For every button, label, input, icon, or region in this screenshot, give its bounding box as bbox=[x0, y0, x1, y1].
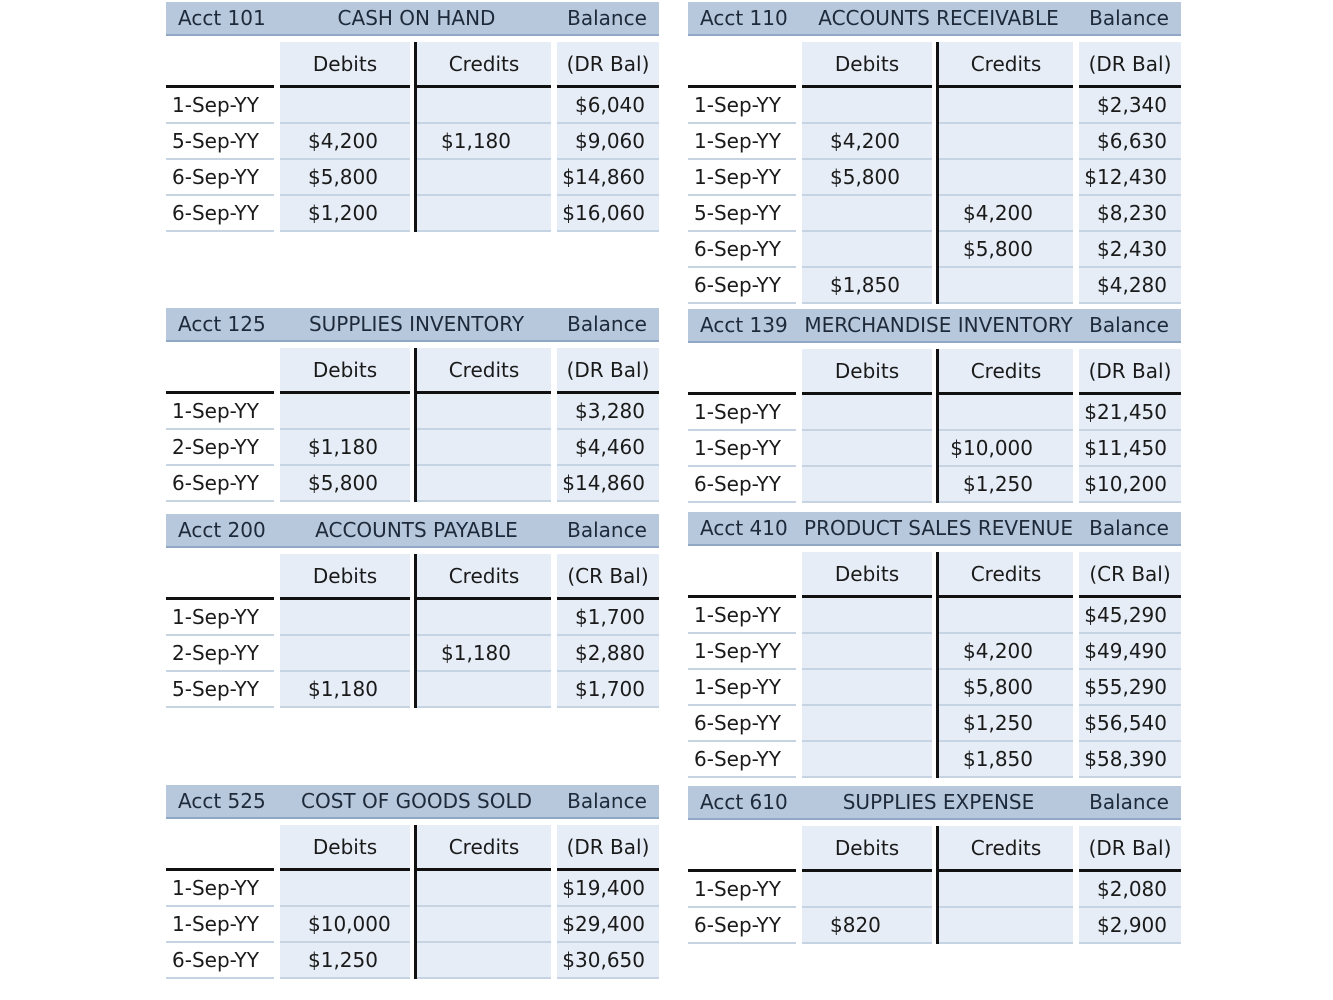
account-number: Acct 101 bbox=[178, 6, 266, 30]
debit-amount: $1,850 bbox=[802, 268, 932, 304]
running-balance: $9,060 bbox=[557, 124, 659, 160]
credit-amount bbox=[417, 943, 551, 979]
table-row bbox=[688, 268, 1181, 304]
debit-amount bbox=[802, 431, 932, 467]
entry-date: 1-Sep-YY bbox=[688, 634, 796, 670]
debits-header: Debits bbox=[802, 552, 932, 598]
running-balance: $14,860 bbox=[557, 466, 659, 502]
entry-date: 6-Sep-YY bbox=[166, 160, 274, 196]
balance-type-header: (CR Bal) bbox=[557, 554, 659, 600]
account-number: Acct 110 bbox=[700, 6, 788, 30]
date-column-header bbox=[166, 348, 274, 394]
running-balance: $30,650 bbox=[557, 943, 659, 979]
date-column-header bbox=[166, 42, 274, 88]
entry-date: 5-Sep-YY bbox=[688, 196, 796, 232]
ledger-header bbox=[166, 308, 659, 342]
table-row bbox=[166, 430, 659, 466]
account-name: PRODUCT SALES REVENUE bbox=[804, 516, 1073, 540]
debit-amount bbox=[802, 467, 932, 503]
date-column-header bbox=[688, 42, 796, 88]
table-row bbox=[688, 872, 1181, 908]
debit-amount bbox=[802, 670, 932, 706]
entry-date: 6-Sep-YY bbox=[688, 742, 796, 778]
credit-amount: $1,180 bbox=[417, 636, 551, 672]
ledger-header bbox=[688, 2, 1181, 36]
date-column-header bbox=[688, 826, 796, 872]
ledger-rows bbox=[688, 395, 1181, 503]
credit-amount bbox=[939, 395, 1073, 431]
ledger-header bbox=[166, 2, 659, 36]
debits-header: Debits bbox=[280, 554, 410, 600]
entry-date: 1-Sep-YY bbox=[688, 670, 796, 706]
ledger-3 bbox=[688, 309, 1181, 503]
entry-date: 6-Sep-YY bbox=[166, 466, 274, 502]
running-balance: $12,430 bbox=[1079, 160, 1181, 196]
table-row bbox=[166, 160, 659, 196]
ledger-header bbox=[688, 309, 1181, 343]
debit-amount bbox=[802, 634, 932, 670]
running-balance: $49,490 bbox=[1079, 634, 1181, 670]
balance-type-header: (DR Bal) bbox=[1079, 826, 1181, 872]
table-row bbox=[166, 943, 659, 979]
running-balance: $2,900 bbox=[1079, 908, 1181, 944]
credit-amount: $10,000 bbox=[939, 431, 1073, 467]
entry-date: 6-Sep-YY bbox=[166, 196, 274, 232]
ledger-4 bbox=[166, 514, 659, 708]
balance-heading: Balance bbox=[1089, 6, 1169, 30]
balance-heading: Balance bbox=[1089, 790, 1169, 814]
debit-amount: $1,250 bbox=[280, 943, 410, 979]
table-row bbox=[688, 88, 1181, 124]
entry-date: 6-Sep-YY bbox=[688, 467, 796, 503]
debit-amount: $10,000 bbox=[280, 907, 410, 943]
ledger-rows bbox=[688, 872, 1181, 944]
running-balance: $2,340 bbox=[1079, 88, 1181, 124]
running-balance: $14,860 bbox=[557, 160, 659, 196]
ledger-rows bbox=[166, 88, 659, 232]
entry-date: 2-Sep-YY bbox=[166, 636, 274, 672]
running-balance: $45,290 bbox=[1079, 598, 1181, 634]
running-balance: $8,230 bbox=[1079, 196, 1181, 232]
credit-amount bbox=[417, 871, 551, 907]
credit-amount: $5,800 bbox=[939, 670, 1073, 706]
balance-type-header: (CR Bal) bbox=[1079, 552, 1181, 598]
debit-amount: $1,180 bbox=[280, 672, 410, 708]
ledger-7 bbox=[688, 786, 1181, 944]
entry-date: 1-Sep-YY bbox=[688, 160, 796, 196]
account-number: Acct 139 bbox=[700, 313, 788, 337]
date-column-header bbox=[688, 552, 796, 598]
table-row bbox=[166, 88, 659, 124]
balance-heading: Balance bbox=[1089, 516, 1169, 540]
entry-date: 1-Sep-YY bbox=[688, 395, 796, 431]
debit-amount: $1,200 bbox=[280, 196, 410, 232]
ledger-2 bbox=[166, 308, 659, 502]
entry-date: 5-Sep-YY bbox=[166, 672, 274, 708]
debit-amount: $4,200 bbox=[802, 124, 932, 160]
column-headers bbox=[166, 42, 659, 88]
account-number: Acct 200 bbox=[178, 518, 266, 542]
credit-amount bbox=[417, 907, 551, 943]
balance-heading: Balance bbox=[567, 518, 647, 542]
account-number: Acct 525 bbox=[178, 789, 266, 813]
credits-header: Credits bbox=[417, 825, 551, 871]
account-name: CASH ON HAND bbox=[337, 6, 496, 30]
column-headers bbox=[688, 349, 1181, 395]
running-balance: $4,280 bbox=[1079, 268, 1181, 304]
credit-amount bbox=[939, 598, 1073, 634]
account-number: Acct 410 bbox=[700, 516, 788, 540]
debit-amount bbox=[280, 871, 410, 907]
debit-amount bbox=[802, 598, 932, 634]
debit-amount: $4,200 bbox=[280, 124, 410, 160]
account-number: Acct 125 bbox=[178, 312, 266, 336]
credits-header: Credits bbox=[939, 349, 1073, 395]
running-balance: $2,080 bbox=[1079, 872, 1181, 908]
entry-date: 1-Sep-YY bbox=[688, 872, 796, 908]
ledger-5 bbox=[688, 512, 1181, 778]
entry-date: 1-Sep-YY bbox=[688, 88, 796, 124]
debit-amount bbox=[280, 636, 410, 672]
table-row bbox=[166, 907, 659, 943]
debit-amount bbox=[802, 232, 932, 268]
table-row bbox=[688, 908, 1181, 944]
debit-amount: $5,800 bbox=[280, 160, 410, 196]
credit-amount bbox=[417, 88, 551, 124]
credit-amount bbox=[417, 394, 551, 430]
credit-amount bbox=[417, 600, 551, 636]
running-balance: $6,040 bbox=[557, 88, 659, 124]
running-balance: $2,430 bbox=[1079, 232, 1181, 268]
ledger-header bbox=[166, 785, 659, 819]
credits-header: Credits bbox=[939, 826, 1073, 872]
table-row bbox=[688, 467, 1181, 503]
credit-amount bbox=[417, 430, 551, 466]
entry-date: 5-Sep-YY bbox=[166, 124, 274, 160]
account-name: ACCOUNTS RECEIVABLE bbox=[818, 6, 1059, 30]
table-row bbox=[688, 196, 1181, 232]
credit-amount bbox=[939, 88, 1073, 124]
table-row bbox=[166, 196, 659, 232]
column-headers bbox=[166, 554, 659, 600]
entry-date: 1-Sep-YY bbox=[688, 431, 796, 467]
table-row bbox=[688, 742, 1181, 778]
ledger-0 bbox=[166, 2, 659, 232]
running-balance: $4,460 bbox=[557, 430, 659, 466]
ledger-rows bbox=[166, 394, 659, 502]
balance-type-header: (DR Bal) bbox=[1079, 42, 1181, 88]
running-balance: $56,540 bbox=[1079, 706, 1181, 742]
table-row bbox=[166, 871, 659, 907]
credit-amount: $1,850 bbox=[939, 742, 1073, 778]
running-balance: $10,200 bbox=[1079, 467, 1181, 503]
running-balance: $16,060 bbox=[557, 196, 659, 232]
credit-amount bbox=[939, 124, 1073, 160]
credit-amount: $1,250 bbox=[939, 467, 1073, 503]
balance-heading: Balance bbox=[1089, 313, 1169, 337]
entry-date: 1-Sep-YY bbox=[166, 88, 274, 124]
ledger-header bbox=[688, 512, 1181, 546]
balance-type-header: (DR Bal) bbox=[1079, 349, 1181, 395]
running-balance: $1,700 bbox=[557, 672, 659, 708]
account-name: COST OF GOODS SOLD bbox=[301, 789, 532, 813]
account-name: MERCHANDISE INVENTORY bbox=[804, 313, 1073, 337]
debits-header: Debits bbox=[280, 42, 410, 88]
table-row bbox=[688, 431, 1181, 467]
balance-type-header: (DR Bal) bbox=[557, 825, 659, 871]
ledger-6 bbox=[166, 785, 659, 979]
running-balance: $1,700 bbox=[557, 600, 659, 636]
debit-amount bbox=[802, 872, 932, 908]
table-row bbox=[688, 634, 1181, 670]
balance-heading: Balance bbox=[567, 6, 647, 30]
credit-amount: $4,200 bbox=[939, 634, 1073, 670]
ledger-rows bbox=[166, 600, 659, 708]
table-row bbox=[688, 124, 1181, 160]
credit-amount: $1,180 bbox=[417, 124, 551, 160]
credit-amount bbox=[417, 196, 551, 232]
debit-amount bbox=[802, 395, 932, 431]
credit-amount bbox=[939, 872, 1073, 908]
debit-amount: $1,180 bbox=[280, 430, 410, 466]
table-row bbox=[688, 160, 1181, 196]
credits-header: Credits bbox=[939, 552, 1073, 598]
debits-header: Debits bbox=[802, 42, 932, 88]
table-row bbox=[166, 600, 659, 636]
date-column-header bbox=[688, 349, 796, 395]
entry-date: 1-Sep-YY bbox=[166, 600, 274, 636]
ledger-rows bbox=[688, 598, 1181, 778]
credit-amount bbox=[417, 466, 551, 502]
credit-amount bbox=[939, 160, 1073, 196]
debit-amount bbox=[802, 88, 932, 124]
entry-date: 1-Sep-YY bbox=[166, 394, 274, 430]
table-row bbox=[166, 466, 659, 502]
ledger-header bbox=[166, 514, 659, 548]
credit-amount bbox=[417, 160, 551, 196]
column-headers bbox=[166, 348, 659, 394]
account-name: SUPPLIES INVENTORY bbox=[308, 312, 525, 336]
running-balance: $29,400 bbox=[557, 907, 659, 943]
entry-date: 2-Sep-YY bbox=[166, 430, 274, 466]
table-row bbox=[166, 394, 659, 430]
table-row bbox=[166, 636, 659, 672]
table-row bbox=[688, 670, 1181, 706]
credits-header: Credits bbox=[417, 348, 551, 394]
credits-header: Credits bbox=[939, 42, 1073, 88]
table-row bbox=[688, 706, 1181, 742]
running-balance: $6,630 bbox=[1079, 124, 1181, 160]
balance-heading: Balance bbox=[567, 789, 647, 813]
entry-date: 6-Sep-YY bbox=[688, 268, 796, 304]
entry-date: 1-Sep-YY bbox=[166, 871, 274, 907]
credit-amount: $5,800 bbox=[939, 232, 1073, 268]
table-row bbox=[166, 672, 659, 708]
debit-amount: $820 bbox=[802, 908, 932, 944]
balance-type-header: (DR Bal) bbox=[557, 42, 659, 88]
debit-amount bbox=[802, 706, 932, 742]
running-balance: $11,450 bbox=[1079, 431, 1181, 467]
entry-date: 1-Sep-YY bbox=[688, 124, 796, 160]
ledger-rows bbox=[166, 871, 659, 979]
debits-header: Debits bbox=[802, 826, 932, 872]
debits-header: Debits bbox=[280, 348, 410, 394]
debit-amount bbox=[280, 88, 410, 124]
column-headers bbox=[688, 552, 1181, 598]
debit-amount bbox=[280, 394, 410, 430]
credit-amount: $4,200 bbox=[939, 196, 1073, 232]
debit-amount bbox=[802, 742, 932, 778]
debits-header: Debits bbox=[802, 349, 932, 395]
running-balance: $2,880 bbox=[557, 636, 659, 672]
entry-date: 1-Sep-YY bbox=[688, 598, 796, 634]
entry-date: 6-Sep-YY bbox=[166, 943, 274, 979]
column-headers bbox=[166, 825, 659, 871]
ledger-rows bbox=[688, 88, 1181, 304]
table-row bbox=[166, 124, 659, 160]
table-row bbox=[688, 395, 1181, 431]
entry-date: 6-Sep-YY bbox=[688, 706, 796, 742]
debit-amount bbox=[802, 196, 932, 232]
ledger-header bbox=[688, 786, 1181, 820]
credit-amount bbox=[939, 268, 1073, 304]
debit-amount: $5,800 bbox=[280, 466, 410, 502]
account-number: Acct 610 bbox=[700, 790, 788, 814]
running-balance: $3,280 bbox=[557, 394, 659, 430]
column-headers bbox=[688, 826, 1181, 872]
running-balance: $21,450 bbox=[1079, 395, 1181, 431]
running-balance: $55,290 bbox=[1079, 670, 1181, 706]
credit-amount bbox=[417, 672, 551, 708]
entry-date: 1-Sep-YY bbox=[166, 907, 274, 943]
ledger-1 bbox=[688, 2, 1181, 304]
debit-amount bbox=[280, 600, 410, 636]
date-column-header bbox=[166, 825, 274, 871]
table-row bbox=[688, 232, 1181, 268]
balance-heading: Balance bbox=[567, 312, 647, 336]
credit-amount: $1,250 bbox=[939, 706, 1073, 742]
date-column-header bbox=[166, 554, 274, 600]
account-name: SUPPLIES EXPENSE bbox=[842, 790, 1035, 814]
credits-header: Credits bbox=[417, 554, 551, 600]
account-name: ACCOUNTS PAYABLE bbox=[315, 518, 518, 542]
running-balance: $58,390 bbox=[1079, 742, 1181, 778]
table-row bbox=[688, 598, 1181, 634]
debit-amount: $5,800 bbox=[802, 160, 932, 196]
entry-date: 6-Sep-YY bbox=[688, 908, 796, 944]
entry-date: 6-Sep-YY bbox=[688, 232, 796, 268]
running-balance: $19,400 bbox=[557, 871, 659, 907]
column-headers bbox=[688, 42, 1181, 88]
debits-header: Debits bbox=[280, 825, 410, 871]
balance-type-header: (DR Bal) bbox=[557, 348, 659, 394]
credits-header: Credits bbox=[417, 42, 551, 88]
credit-amount bbox=[939, 908, 1073, 944]
